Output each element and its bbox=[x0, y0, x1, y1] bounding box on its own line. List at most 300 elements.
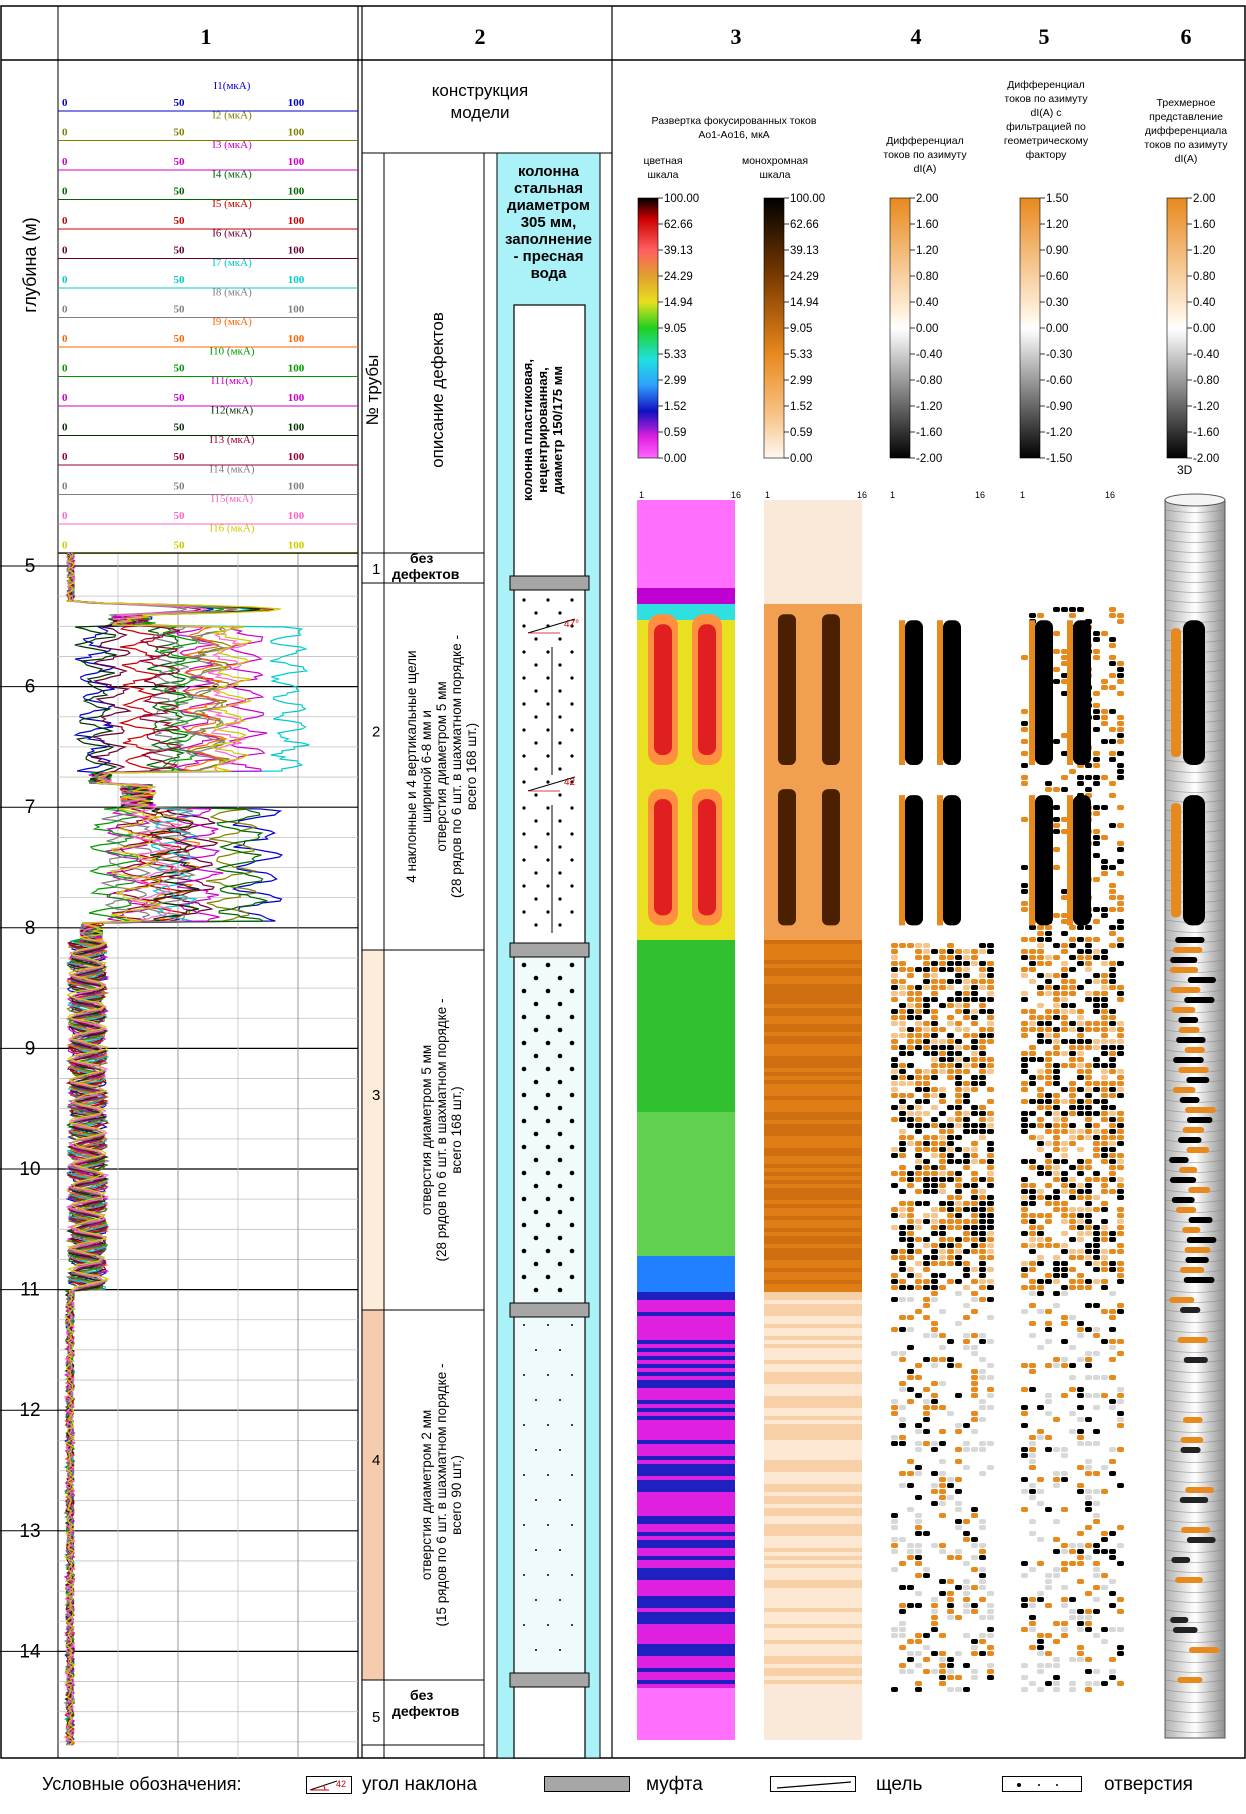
cylinder-anomaly bbox=[1169, 1297, 1194, 1303]
mono-scan-row bbox=[764, 1012, 862, 1016]
track5-cell bbox=[1085, 967, 1092, 972]
track5-cell bbox=[1109, 1261, 1116, 1266]
perforation-hole bbox=[522, 624, 525, 627]
track5-cell bbox=[1053, 1537, 1060, 1542]
track4-cell bbox=[907, 1315, 914, 1320]
track4-cell bbox=[907, 1081, 914, 1086]
track5-cell bbox=[1037, 1429, 1044, 1434]
mono-scan-row bbox=[764, 1508, 862, 1512]
color-scan-row bbox=[637, 940, 735, 944]
track5-cell bbox=[1093, 1513, 1100, 1518]
track4-cell bbox=[931, 1501, 938, 1506]
track4-cell bbox=[907, 1657, 914, 1662]
track5-slot-anomaly bbox=[1073, 620, 1091, 765]
track4-cell bbox=[979, 1339, 986, 1344]
perforation-hole bbox=[534, 1184, 539, 1189]
track5-cell bbox=[1093, 1021, 1100, 1026]
track5-cell bbox=[1117, 763, 1124, 768]
track4-cell bbox=[891, 1093, 898, 1098]
track5-cell bbox=[1109, 1375, 1116, 1380]
mono-scan-row bbox=[764, 1504, 862, 1508]
perforation-hole bbox=[546, 1145, 551, 1150]
track5-cell bbox=[1053, 1045, 1060, 1050]
curve-scale-tick: 100 bbox=[287, 362, 305, 375]
track5-cell bbox=[1037, 1069, 1044, 1074]
track4-cell bbox=[955, 1117, 962, 1122]
track5-cell bbox=[1021, 721, 1028, 726]
curve-name-12: I12(мкА) bbox=[210, 404, 254, 417]
track4-cell bbox=[891, 1105, 898, 1110]
track4-cell bbox=[907, 1075, 914, 1080]
color-scale-value: 39.13 bbox=[664, 245, 693, 257]
track4-cell bbox=[923, 1021, 930, 1026]
track5-cell bbox=[1117, 805, 1124, 810]
track4-cell bbox=[915, 1261, 922, 1266]
mono-scan-row bbox=[764, 1348, 862, 1352]
segment-desc: дефектов bbox=[392, 566, 460, 582]
perforation-hole bbox=[570, 598, 573, 601]
color-scan-row bbox=[637, 1044, 735, 1048]
track4-cell bbox=[907, 1045, 914, 1050]
track5-cell bbox=[1077, 1231, 1084, 1236]
track5-cell bbox=[1117, 937, 1124, 942]
track5-cell bbox=[1101, 1141, 1108, 1146]
track5-cell bbox=[1045, 1075, 1052, 1080]
track5-cell bbox=[1093, 637, 1100, 642]
mono-scan-row bbox=[764, 1512, 862, 1516]
track4-cell bbox=[923, 1201, 930, 1206]
track4-cell bbox=[939, 1231, 946, 1236]
track4-cell bbox=[963, 1081, 970, 1086]
color-scan-row bbox=[637, 1712, 735, 1716]
track4-cell bbox=[947, 1195, 954, 1200]
track4-cell bbox=[979, 1177, 986, 1182]
perforation-hole bbox=[546, 910, 549, 913]
track5-cell bbox=[1093, 1003, 1100, 1008]
track4-cell bbox=[891, 1687, 898, 1692]
track5-cell bbox=[1037, 1213, 1044, 1218]
track5-cell bbox=[1117, 1483, 1124, 1488]
track5-cell bbox=[1117, 1543, 1124, 1548]
mono-scan-row bbox=[764, 1480, 862, 1484]
track5-cell bbox=[1117, 613, 1124, 618]
track5-cell bbox=[1101, 955, 1108, 960]
filtered-scale-value: -1.20 bbox=[1046, 427, 1073, 439]
track4-cell bbox=[955, 1045, 962, 1050]
track5-cell bbox=[1085, 1159, 1092, 1164]
legend-label-coupling: муфта bbox=[646, 1774, 703, 1795]
track5-cell bbox=[1053, 1099, 1060, 1104]
track4-cell bbox=[915, 1561, 922, 1566]
track5-cell bbox=[1109, 931, 1116, 936]
track4-cell bbox=[979, 1261, 986, 1266]
mono-scan-row bbox=[764, 1432, 862, 1436]
track5-cell bbox=[1045, 991, 1052, 996]
track4-cell bbox=[891, 1513, 898, 1518]
track5-cell bbox=[1061, 931, 1068, 936]
track4-cell bbox=[987, 1177, 994, 1182]
perforation-hole bbox=[558, 689, 561, 692]
track5-cell bbox=[1021, 1411, 1028, 1416]
color-scan-row bbox=[637, 1128, 735, 1132]
track4-cell bbox=[955, 1003, 962, 1008]
mono-scale-value: 5.33 bbox=[790, 349, 813, 361]
track5-cell bbox=[1077, 607, 1084, 612]
track4-cell bbox=[955, 1555, 962, 1560]
track5-cell bbox=[1069, 1249, 1076, 1254]
track4-cell bbox=[891, 1009, 898, 1014]
track4-cell bbox=[899, 1129, 906, 1134]
track4-cell bbox=[891, 1285, 898, 1290]
track4-cell bbox=[971, 1393, 978, 1398]
track5-cell bbox=[1085, 1471, 1092, 1476]
track5-cell bbox=[1077, 1651, 1084, 1656]
filtered-scale-value: -0.90 bbox=[1046, 401, 1073, 413]
track5-cell bbox=[1061, 673, 1068, 678]
track5-cell bbox=[1069, 967, 1076, 972]
track4-cell bbox=[947, 1249, 954, 1254]
track5-cell bbox=[1093, 1195, 1100, 1200]
track5-cell bbox=[1045, 1603, 1052, 1608]
track5-cell bbox=[1077, 1213, 1084, 1218]
track4-cell bbox=[899, 1081, 906, 1086]
track5-cell bbox=[1061, 1207, 1068, 1212]
track5-cell bbox=[1117, 1423, 1124, 1428]
color-scan-row bbox=[637, 1724, 735, 1728]
track4-cell bbox=[971, 1015, 978, 1020]
color-scan-row bbox=[637, 1432, 735, 1436]
color-scan-row bbox=[637, 764, 735, 768]
track4-cell bbox=[979, 967, 986, 972]
track5-cell bbox=[1069, 937, 1076, 942]
track5-cell bbox=[1109, 889, 1116, 894]
track5-cell bbox=[1085, 1087, 1092, 1092]
mono-scan-row bbox=[764, 1420, 862, 1424]
perforation-hole bbox=[522, 989, 527, 994]
track4-cell bbox=[899, 1003, 906, 1008]
track5-cell bbox=[1109, 1153, 1116, 1158]
perforation-hole bbox=[522, 1093, 527, 1098]
track4-cell bbox=[931, 1135, 938, 1140]
perforation-hole bbox=[522, 806, 525, 809]
perforation-hole bbox=[547, 1324, 549, 1326]
mono-scan-row bbox=[764, 576, 862, 580]
track5-cell bbox=[1093, 1111, 1100, 1116]
mono-scan-row bbox=[764, 1552, 862, 1556]
depth-axis-label: глубина (м) bbox=[20, 217, 40, 313]
perforation-hole bbox=[522, 1223, 527, 1228]
track5-cell bbox=[1085, 1261, 1092, 1266]
track5-cell bbox=[1021, 709, 1028, 714]
mono-scan-row bbox=[764, 1124, 862, 1128]
color-scan-row bbox=[637, 1032, 735, 1036]
mono-scan-row bbox=[764, 1728, 862, 1732]
track4-cell bbox=[931, 1615, 938, 1620]
track4-cell bbox=[939, 1201, 946, 1206]
color-scan-row bbox=[637, 1688, 735, 1692]
track5-cell bbox=[1109, 979, 1116, 984]
inner-casing-label: нецентрированная, bbox=[535, 367, 550, 493]
track4-cell bbox=[923, 961, 930, 966]
color-scan-row bbox=[637, 1096, 735, 1100]
cylinder-anomaly bbox=[1176, 1037, 1205, 1043]
track5-cell bbox=[1045, 1171, 1052, 1176]
color-scan-row bbox=[637, 788, 735, 792]
color-scan-row bbox=[637, 996, 735, 1000]
mono-scan-row bbox=[764, 976, 862, 980]
curve-scale-tick: 100 bbox=[287, 185, 305, 198]
track5-cell bbox=[1117, 1261, 1124, 1266]
color-scan-row bbox=[637, 1680, 735, 1684]
track5-cell bbox=[1093, 829, 1100, 834]
track5-cell bbox=[1029, 613, 1036, 618]
mono-scan-row bbox=[764, 1636, 862, 1640]
track4-cell bbox=[979, 1231, 986, 1236]
track4-cell bbox=[987, 1675, 994, 1680]
coupling-legend-icon bbox=[544, 1776, 630, 1792]
color-scan-row bbox=[637, 1676, 735, 1680]
mono-scan-row bbox=[764, 1592, 862, 1596]
mono-scan-row bbox=[764, 1376, 862, 1380]
track4-cell bbox=[915, 1009, 922, 1014]
track5-cell bbox=[1053, 1177, 1060, 1182]
track4-cell bbox=[971, 961, 978, 966]
track5-cell bbox=[1117, 1561, 1124, 1566]
track5-cell bbox=[1045, 985, 1052, 990]
perforation-hole bbox=[558, 1158, 563, 1163]
track5-cell bbox=[1085, 1063, 1092, 1068]
track4-cell bbox=[971, 1609, 978, 1614]
track4-cell bbox=[971, 1207, 978, 1212]
track4-cell bbox=[931, 1321, 938, 1326]
color-scan-row bbox=[637, 1304, 735, 1308]
track4-cell bbox=[939, 1273, 946, 1278]
track4-cell bbox=[907, 1015, 914, 1020]
mono-scan-row bbox=[764, 1188, 862, 1192]
defect-desc-label: описание дефектов bbox=[428, 312, 447, 468]
track5-cell bbox=[1085, 1687, 1092, 1692]
track5-cell bbox=[1037, 1123, 1044, 1128]
sensor-axis-start: 1 bbox=[890, 490, 896, 500]
mono-scan-row bbox=[764, 552, 862, 556]
track5-cell bbox=[1093, 709, 1100, 714]
track4-cell bbox=[955, 1147, 962, 1152]
track5-cell bbox=[1101, 1249, 1108, 1254]
track4-cell bbox=[947, 1057, 954, 1062]
mono-scan-row bbox=[764, 588, 862, 592]
track4-cell bbox=[907, 1507, 914, 1512]
mono-scan-row bbox=[764, 1000, 862, 1004]
track4-cell bbox=[931, 1093, 938, 1098]
track4-cell bbox=[987, 1441, 994, 1446]
track5-cell bbox=[1101, 1585, 1108, 1590]
track5-cell bbox=[1117, 1225, 1124, 1230]
perforation-hole bbox=[534, 1106, 539, 1111]
color-scan-row bbox=[637, 584, 735, 588]
cylinder-anomaly bbox=[1189, 1647, 1219, 1653]
track4-cell bbox=[987, 1249, 994, 1254]
color-scan-row bbox=[637, 1504, 735, 1508]
track5-cell bbox=[1069, 607, 1076, 612]
track5-cell bbox=[1109, 1105, 1116, 1110]
mono-scan-row bbox=[764, 1564, 862, 1568]
track5-cell bbox=[1101, 1201, 1108, 1206]
curve-scale-tick: 0 bbox=[62, 303, 68, 316]
track4-cell bbox=[947, 1021, 954, 1026]
track4-cell bbox=[907, 1033, 914, 1038]
track5-cell bbox=[1117, 943, 1124, 948]
mono-scan-row bbox=[764, 1712, 862, 1716]
track5-cell bbox=[1069, 1183, 1076, 1188]
sensor-axis-start: 1 bbox=[1020, 490, 1026, 500]
track4-cell bbox=[963, 1093, 970, 1098]
track4-cell bbox=[971, 1645, 978, 1650]
track4-cell bbox=[891, 1435, 898, 1440]
mono-scan-row bbox=[764, 532, 862, 536]
mono-scan-row bbox=[764, 1648, 862, 1652]
mono-scan-row bbox=[764, 504, 862, 508]
track5-cell bbox=[1077, 1405, 1084, 1410]
track5-cell bbox=[1077, 1429, 1084, 1434]
casing-label: заполнение bbox=[504, 231, 593, 248]
track4-cell bbox=[947, 1171, 954, 1176]
track4-cell bbox=[899, 1147, 906, 1152]
track5-cell bbox=[1101, 1177, 1108, 1182]
track4-cell bbox=[939, 1345, 946, 1350]
track5-cell bbox=[1109, 1135, 1116, 1140]
track5-cell bbox=[1077, 1357, 1084, 1362]
track5-cell bbox=[1045, 1105, 1052, 1110]
track4-cell bbox=[907, 1327, 914, 1332]
track5-cell bbox=[1061, 1111, 1068, 1116]
track4-cell bbox=[987, 1225, 994, 1230]
mono-scan-row bbox=[764, 1112, 862, 1116]
track4-cell bbox=[923, 1243, 930, 1248]
track4-cell bbox=[923, 1045, 930, 1050]
mono-scan-row bbox=[764, 1008, 862, 1012]
track4-cell bbox=[923, 1219, 930, 1224]
mono-scan-row bbox=[764, 1352, 862, 1356]
track4-cell bbox=[979, 1279, 986, 1284]
diff3d-scale-value: 2.00 bbox=[1193, 193, 1216, 205]
track4-cell bbox=[963, 1519, 970, 1524]
track5-cell bbox=[1053, 1201, 1060, 1206]
track5-cell bbox=[1021, 1387, 1028, 1392]
perforation-hole bbox=[522, 676, 525, 679]
track4-cell bbox=[915, 1633, 922, 1638]
track4-cell bbox=[907, 1273, 914, 1278]
track4-cell bbox=[939, 1579, 946, 1584]
track4-cell bbox=[971, 1411, 978, 1416]
track5-cell bbox=[1061, 1243, 1068, 1248]
track5-cell bbox=[1061, 787, 1068, 792]
track4-cell bbox=[971, 1033, 978, 1038]
track4-cell bbox=[899, 1141, 906, 1146]
track5-cell bbox=[1029, 1303, 1036, 1308]
perforation-hole bbox=[558, 1080, 563, 1085]
track5-cell bbox=[1077, 1165, 1084, 1170]
track5-cell bbox=[1029, 937, 1036, 942]
track4-cell bbox=[915, 1495, 922, 1500]
curve-scale-tick: 100 bbox=[287, 126, 305, 139]
cylinder-anomaly bbox=[1178, 1017, 1198, 1023]
track5-cell bbox=[1101, 679, 1108, 684]
track5-cell bbox=[1069, 1207, 1076, 1212]
track4-cell bbox=[931, 967, 938, 972]
track5-cell bbox=[1045, 1573, 1052, 1578]
track5-cell bbox=[1045, 1195, 1052, 1200]
track5-title: Дифференциал bbox=[1007, 79, 1085, 91]
perforation-hole bbox=[558, 1184, 563, 1189]
perforation-hole bbox=[522, 1171, 527, 1176]
perforation-hole bbox=[558, 715, 561, 718]
track5-cell bbox=[1069, 925, 1076, 930]
color-scan-row bbox=[637, 1700, 735, 1704]
track4-cell bbox=[907, 1093, 914, 1098]
color-scan-row bbox=[637, 1036, 735, 1040]
perforation-hole bbox=[534, 637, 537, 640]
mono-scan-row bbox=[764, 1516, 862, 1520]
track1-curve-scales bbox=[58, 80, 358, 554]
mono-scan-row bbox=[764, 1520, 862, 1524]
track5-cell bbox=[1109, 1627, 1116, 1632]
track4-cell bbox=[963, 985, 970, 990]
color-scan-row bbox=[637, 1068, 735, 1072]
color-scan-row bbox=[637, 544, 735, 548]
track4-cell bbox=[963, 1009, 970, 1014]
track5-cell bbox=[1069, 769, 1076, 774]
track4-cell bbox=[891, 1549, 898, 1554]
track4-cell bbox=[907, 985, 914, 990]
track4-cell bbox=[979, 1519, 986, 1524]
label-3d: 3D bbox=[1177, 463, 1193, 477]
track4-cell bbox=[915, 1591, 922, 1596]
track5-cell bbox=[1045, 1153, 1052, 1158]
track4-cell bbox=[987, 1195, 994, 1200]
track5-cell bbox=[1053, 1069, 1060, 1074]
mono-scan-row bbox=[764, 1080, 862, 1084]
track5-cell bbox=[1085, 1231, 1092, 1236]
track4-cell bbox=[963, 1633, 970, 1638]
track5-cell bbox=[1061, 1129, 1068, 1134]
track5-cell bbox=[1085, 955, 1092, 960]
track4-cell bbox=[963, 1591, 970, 1596]
track5-cell bbox=[1029, 1285, 1036, 1290]
track4-cell bbox=[899, 1561, 906, 1566]
color-scan-row bbox=[637, 1188, 735, 1192]
track4-cell bbox=[915, 967, 922, 972]
perforation-hole bbox=[522, 1275, 527, 1280]
track4-cell bbox=[939, 1309, 946, 1314]
track5-cell bbox=[1077, 1105, 1084, 1110]
track4-cell bbox=[947, 1339, 954, 1344]
color-scan-row bbox=[637, 1124, 735, 1128]
track4-cell bbox=[915, 1273, 922, 1278]
track5-cell bbox=[1069, 1087, 1076, 1092]
track4-cell bbox=[955, 1237, 962, 1242]
pipe-no-label: № трубы bbox=[363, 354, 382, 426]
color-scan-row bbox=[637, 1668, 735, 1672]
slot-anomaly-inner bbox=[654, 624, 672, 755]
color-scan-row bbox=[637, 1404, 735, 1408]
track4-cell bbox=[971, 1675, 978, 1680]
track4-cell bbox=[915, 1447, 922, 1452]
track5-cell bbox=[1101, 1549, 1108, 1554]
track5-cell bbox=[1053, 847, 1060, 852]
mono-scan-row bbox=[764, 1400, 862, 1404]
track5-cell bbox=[1045, 1081, 1052, 1086]
curve-scale-tick: 100 bbox=[287, 421, 305, 434]
